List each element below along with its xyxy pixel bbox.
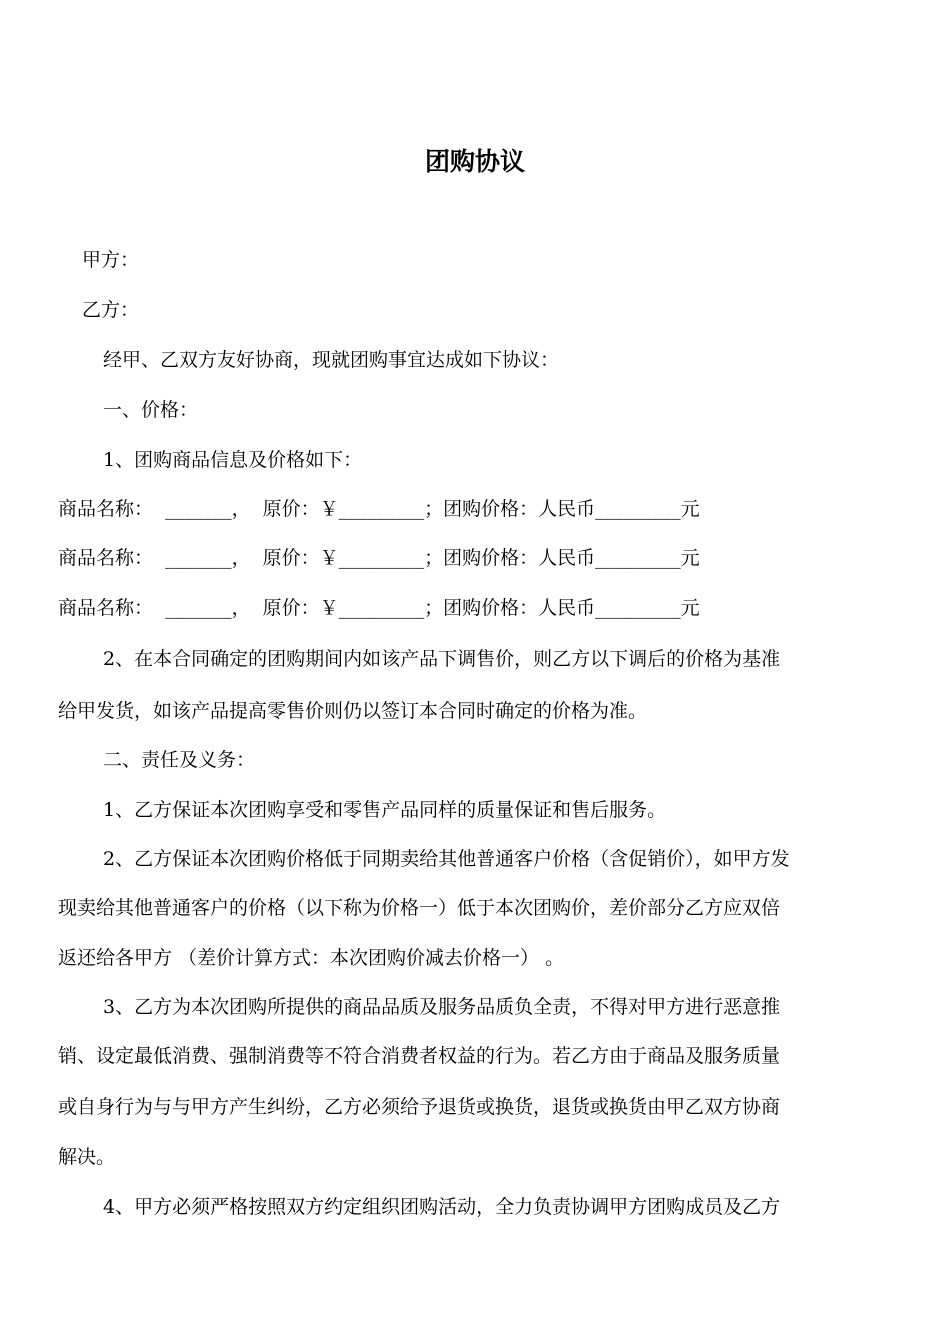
intro-paragraph: 经甲、乙双方友好协商，现就团购事宜达成如下协议： <box>103 349 560 371</box>
section-2-heading: 二、责任及义务： <box>103 749 256 771</box>
section-2-item-4-line-1: 4、甲方必须严格按照双方约定组织团购活动，全力负责协调甲方团购成员及乙方 <box>103 1196 781 1218</box>
section-2-item-2-line-3: 返还给各甲方 （差价计算方式：本次团购价减去价格一） 。 <box>58 947 565 969</box>
section-1-heading: 一、价格： <box>103 399 199 421</box>
party-a-label: 甲方： <box>82 249 140 271</box>
section-1-item-1: 1、团购商品信息及价格如下： <box>103 449 363 471</box>
section-2-item-3-line-3: 或自身行为与与甲方产生纠纷，乙方必须给予退货或换货，退货或换货由甲乙双方协商 <box>58 1096 781 1118</box>
product-row-1: 商品名称： _______， 原价：￥_________；团购价格：人民币_________元 <box>58 498 700 520</box>
section-2-item-3-line-1: 3、乙方为本次团购所提供的商品品质及服务品质负全责，不得对甲方进行恶意推 <box>103 996 781 1018</box>
section-2-item-3-line-2: 销、设定最低消费、强制消费等不符合消费者权益的行为。若乙方由于商品及服务质量 <box>58 1045 781 1067</box>
section-2-item-2-line-1: 2、乙方保证本次团购价格低于同期卖给其他普通客户价格（含促销价），如甲方发 <box>103 848 790 870</box>
section-2-item-3-line-4: 解决。 <box>58 1146 116 1168</box>
document-title: 团购协议 <box>424 147 525 176</box>
section-2-item-2-line-2: 现卖给其他普通客户的价格（以下称为价格一）低于本次团购价，差价部分乙方应双倍 <box>58 897 781 919</box>
product-row-3: 商品名称： _______， 原价：￥_________；团购价格：人民币_________元 <box>58 597 700 619</box>
party-b-label: 乙方： <box>82 299 140 321</box>
section-2-item-1: 1、乙方保证本次团购享受和零售产品同样的质量保证和售后服务。 <box>103 799 667 821</box>
section-1-item-2-line-2: 给甲发货，如该产品提高零售价则仍以签订本合同时确定的价格为准。 <box>58 700 648 722</box>
product-row-2: 商品名称： _______， 原价：￥_________；团购价格：人民币_________元 <box>58 547 700 569</box>
section-1-item-2-line-1: 2、在本合同确定的团购期间内如该产品下调售价，则乙方以下调后的价格为基准 <box>103 648 781 670</box>
